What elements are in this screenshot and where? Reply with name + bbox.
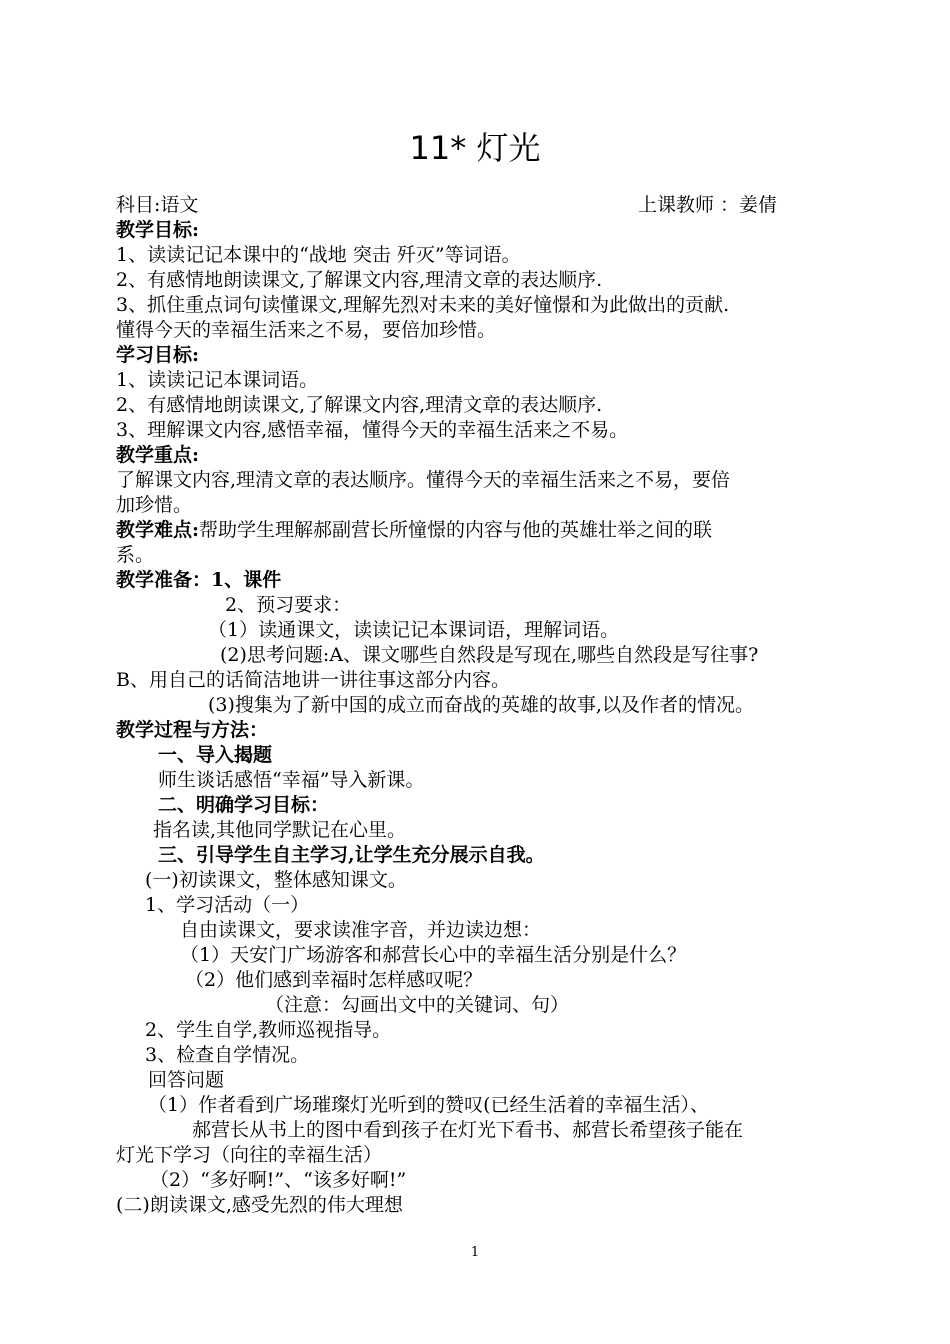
page-title: 11* 灯光 (409, 129, 541, 167)
teacher-label: 上课教师 ：姜倩 (638, 194, 778, 216)
text-line: (一)初读课文，整体感知课文。 (145, 869, 407, 891)
text-line: 3、检查自学情况。 (145, 1044, 310, 1066)
text-line: 2、学生自学,教师巡视指导。 (145, 1019, 392, 1041)
text-line: 了解课文内容,理清文章的表达顺序。懂得今天的幸福生活来之不易，要倍 (116, 469, 731, 491)
section-heading: 教学过程与方法： (116, 719, 269, 741)
text-line: (2)思考问题:A、课文哪些自然段是写现在,哪些自然段是写往事? (220, 644, 759, 666)
section-heading: 教学难点: (116, 519, 200, 541)
page-number: 1 (470, 1245, 480, 1260)
text-line: 2、有感情地朗读课文,了解课文内容,理清文章的表达顺序. (116, 394, 603, 416)
difficulty-line (116, 518, 712, 542)
text-line: 自由读课文，要求读准字音，并边读边想： (180, 919, 542, 941)
text-line: 郝营长从书上的图中看到孩子在灯光下看书、郝营长希望孩子能在 (192, 1119, 744, 1141)
text-line: (二)朗读课文,感受先烈的伟大理想 (116, 1194, 403, 1216)
subsection-heading: 三、引导学生自主学习,让学生充分展示自我。 (158, 844, 545, 866)
text-line: 1、读读记记本课词语。 (116, 369, 319, 391)
text-line: (3)搜集为了新中国的成立而奋战的英雄的故事,以及作者的情况。 (208, 694, 754, 716)
section-heading: 教学目标: (116, 219, 200, 241)
subsection-heading: 一、导入揭题 (158, 744, 273, 766)
text-line: 2、有感情地朗读课文,了解课文内容,理清文章的表达顺序. (116, 269, 603, 291)
text-line: 系。 (116, 544, 155, 566)
text-line: B、用自己的话简洁地讲一讲往事这部分内容。 (116, 669, 510, 691)
text-line: 指名读,其他同学默记在心里。 (153, 819, 407, 841)
section-heading: 教学重点: (116, 444, 200, 466)
text-line: （2）他们感到幸福时怎样感叹呢？ (185, 969, 483, 991)
text-line: （1）作者看到广场璀璨灯光听到的赞叹(已经生活着的幸福生活）、 (148, 1094, 710, 1116)
section-heading: 教学准备：1、课件 (116, 569, 282, 591)
subject-label: 科目:语文 (116, 194, 199, 216)
text-line: 灯光下学习（向往的幸福生活） (116, 1144, 383, 1166)
text-line: 3、理解课文内容,感悟幸福，懂得今天的幸福生活来之不易。 (116, 419, 629, 441)
subsection-heading: 二、明确学习目标： (158, 794, 330, 816)
text-line: 回答问题 (148, 1069, 225, 1091)
text-line: 懂得今天的幸福生活来之不易，要倍加珍惜。 (116, 319, 497, 341)
text-line: 2、预习要求： (225, 594, 352, 616)
text-line: （1）天安门广场游客和郝营长心中的幸福生活分别是什么？ (180, 944, 687, 966)
text-line: 3、抓住重点词句读懂课文,理解先烈对未来的美好憧憬和为此做出的贡献. (116, 294, 730, 316)
text-line: 师生谈话感悟“幸福”导入新课。 (158, 769, 425, 791)
text-line: （注意：勾画出文中的关键词、句） (265, 994, 570, 1016)
text-line: （2）“多好啊!”、“该多好啊!” (150, 1169, 407, 1191)
section-heading: 学习目标: (116, 344, 200, 366)
text-line: 1、读读记记本课中的“战地 突击 歼灭”等词语。 (116, 244, 521, 266)
text-line: 帮助学生理解郝副营长所憧憬的内容与他的英雄壮举之间的联 (199, 519, 713, 541)
text-line: 1、学习活动（一） (145, 894, 310, 916)
text-line: （1）读通课文，读读记记本课词语，理解词语。 (208, 619, 620, 641)
text-line: 加珍惜。 (116, 494, 193, 516)
